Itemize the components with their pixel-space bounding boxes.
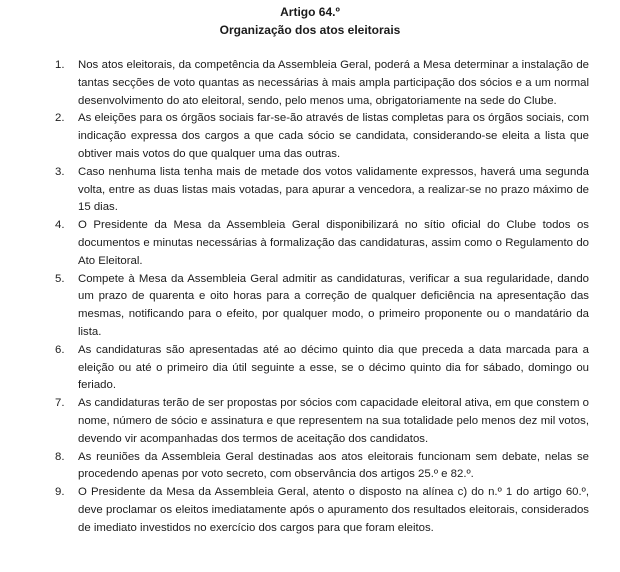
item-text: Caso nenhuma lista tenha mais de metade dos votos validamente expressos, haverá uma segunda volta, entre as duas listas mais votadas, para apurar a vencedora, a realizar-se no prazo máximo de 15 dias. — [78, 165, 589, 214]
item-number: 6. — [55, 343, 65, 356]
item-text: O Presidente da Mesa da Assembleia Geral disponibilizará no sítio oficial do Clube todos os documentos e minutas necessárias à formalização das candidaturas, assim como o Regulamento do Ato Eleitoral. — [78, 219, 589, 267]
item-text: As reuniões da Assembleia Geral destinadas aos atos eleitorais funcionam sem debate, nelas se procedendo apenas por voto secreto, com observância dos artigos 25.º e 82.º. — [78, 450, 589, 481]
item-number: 8. — [55, 450, 65, 463]
list-item — [55, 110, 589, 163]
list-item — [55, 217, 589, 270]
list-item — [55, 395, 589, 448]
item-number: 2. — [55, 112, 65, 125]
list-item — [55, 449, 589, 485]
item-text: As candidaturas são apresentadas até ao décimo quinto dia que preceda a data marcada para a eleição ou até o primeiro dia útil seguinte a esse, se o décimo quinto dia for sábado, domingo ou feriado. — [78, 343, 589, 392]
list-item — [55, 484, 589, 537]
item-number: 7. — [55, 397, 65, 410]
article-subtitle: Organização dos atos eleitorais — [219, 23, 401, 37]
item-text: As candidaturas terão de ser propostas por sócios com capacidade eleitoral ativa, em que constem o nome, número de sócio e assinatura e que representem na sua totalidade pelo menos dez mil votos, devendo vir acompanhadas dos termos de aceitação dos candidatos. — [78, 397, 589, 445]
list-item — [55, 271, 589, 342]
item-text: Nos atos eleitorais, da competência da Assembleia Geral, poderá a Mesa determinar a instalação de tantas secções de voto quantas as necessárias à mais ampla participação dos sócios e a um normal desenvolvimento do ato eleitoral, sendo, pelo menos uma, obrigatoriamente na sede do Clube. — [78, 59, 589, 107]
list-item — [55, 342, 589, 395]
item-number: 9. — [55, 486, 65, 499]
list-item — [55, 57, 589, 110]
item-text: As eleições para os órgãos sociais far-se-ão através de listas completas para os órgãos sociais, com indicação expressa dos cargos a que cada sócio se candidata, considerando-se eleita a lista que obtiver mais votos do que qualquer uma das outras. — [78, 112, 589, 160]
item-number: 3. — [55, 165, 65, 178]
list-item — [55, 164, 589, 217]
item-number: 1. — [55, 59, 65, 71]
item-text: O Presidente da Mesa da Assembleia Geral, atento o disposto na alínea c) do n.º 1 do artigo 60.º, deve proclamar os eleitos imediatamente após o apuramento dos resultados eleitorais, considerados de imediato investidos no exercício dos cargos para que foram eleitos. — [78, 486, 589, 534]
item-text: Compete à Mesa da Assembleia Geral admitir as candidaturas, verificar a sua regularidade, dando um prazo de quarenta e oito horas para a correção de qualquer deficiência na apresentação das mesmas, notificando para o efeito, por qualquer modo, o primeiro proponente ou o mandatário da lista. — [78, 272, 589, 338]
ordered-list — [55, 57, 589, 538]
item-number: 4. — [55, 219, 65, 232]
article-title: Artigo 64.º — [280, 5, 340, 19]
item-number: 5. — [55, 272, 65, 285]
